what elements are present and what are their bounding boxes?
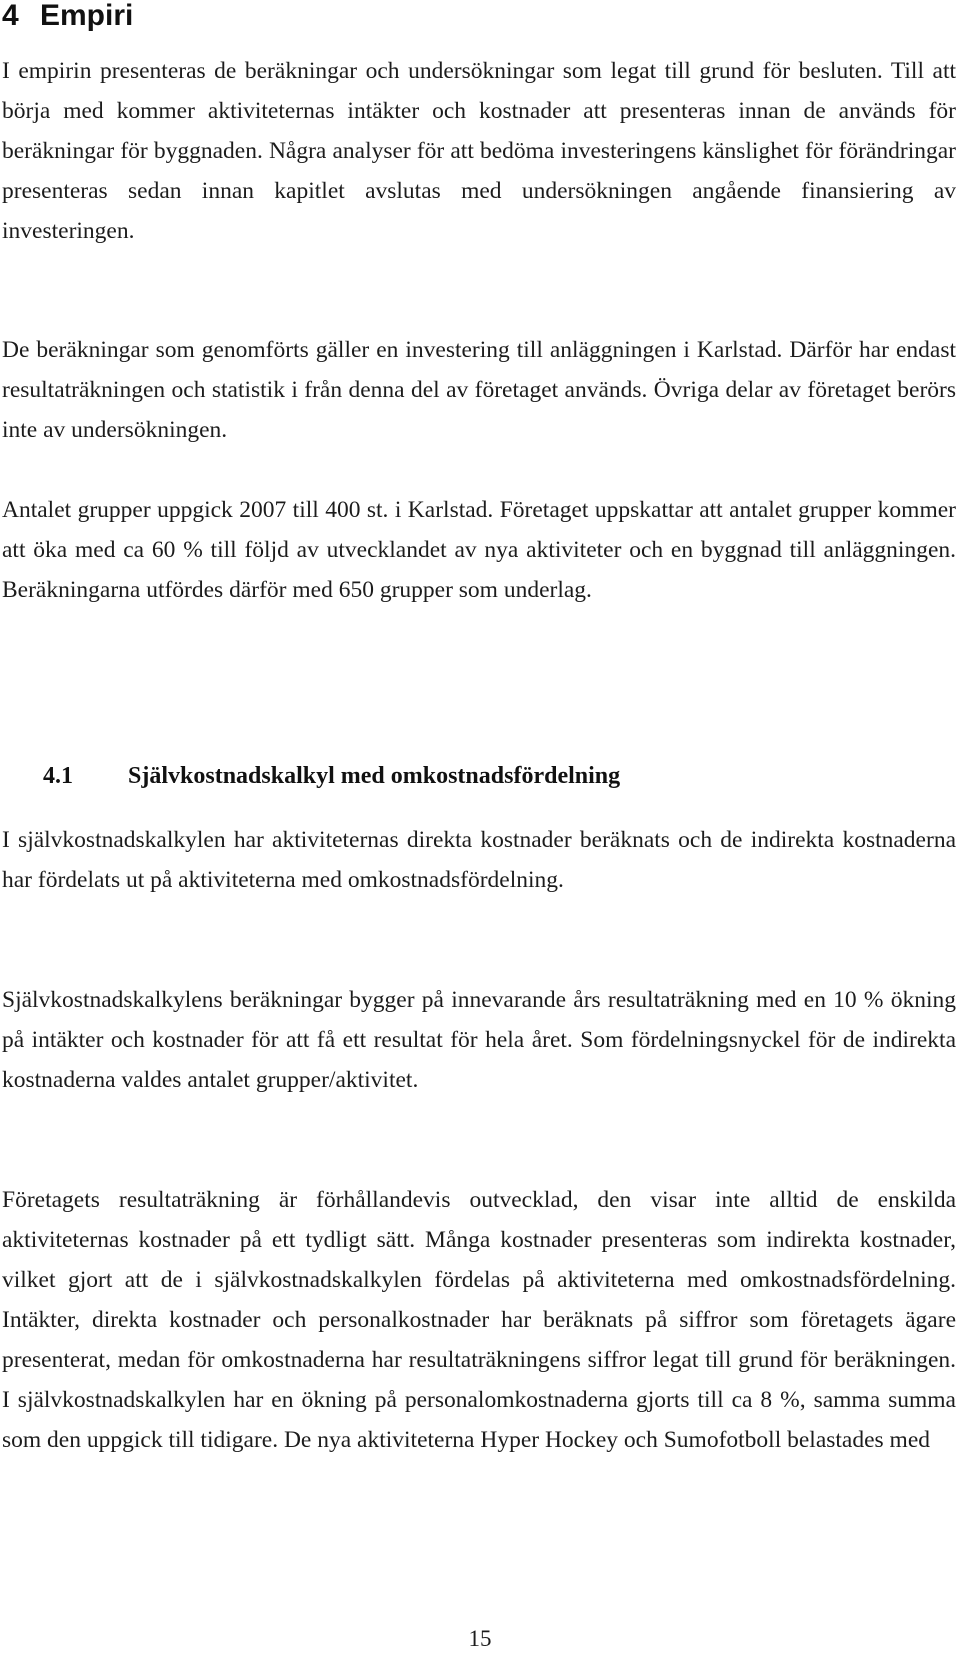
paragraph-groups: Antalet grupper uppgick 2007 till 400 st. i Karlstad. Företaget uppskattar att antalet grupper kommer att öka med ca 60 % till följd av utvecklandet av nya aktiviteter och en byggnad till anläggningen. Beräkningarna utfördes därför med 650 grupper som underlag. bbox=[2, 497, 956, 603]
paragraph-intro: I empirin presenteras de beräkningar och undersökningar som legat till grund för besluten. Till att börja med kommer aktiviteternas intäkter och kostnader att presenteras innan de används för beräkningar för byggnaden. Några analyser för att bedöma investeringens känslighet för förändringar presenteras sedan innan kapitlet avslutas med undersökningen angående finansiering av investeringen. bbox=[2, 58, 956, 244]
section-number: 4.1 bbox=[43, 763, 73, 789]
section-heading bbox=[43, 756, 620, 796]
chapter-title: Empiri bbox=[40, 0, 134, 32]
page-number: 15 bbox=[468, 1626, 492, 1651]
paragraph-income-statement: Företagets resultaträkning är förhållandevis outvecklad, den visar inte alltid de enskilda aktiviteternas kostnader på ett tydligt sätt. Många kostnader presenteras som indirekta kostnader, vilket gjort att de i självkostnadskalkylen fördelas på aktiviteterna med omkostnadsfördelning. Intäkter, direkta kostnader och personalkostnader har beräknats på siffror som företagets ägare presenterat, medan för omkostnaderna har resultaträkningens siffror legat till grund för beräkningen. I självkostnadskalkylen har en ökning på personalomkostnaderna gjorts till ca 8 %, samma summa som den uppgick till tidigare. De nya aktiviteterna Hyper Hockey och Sumofotboll belastades med bbox=[2, 1187, 956, 1453]
paragraph-cost-calculation: I självkostnadskalkylen har aktiviteternas direkta kostnader beräknats och de indirekta kostnaderna har fördelats ut på aktiviteterna med omkostnadsfördelning. bbox=[2, 827, 956, 893]
paragraph-allocation-key: Självkostnadskalkylens beräkningar bygger på innevarande års resultaträkning med en 10 % ökning på intäkter och kostnader för att få ett resultat för hela året. Som fördelningsnyckel för de indirekta kostnaderna valdes antalet grupper/aktivitet. bbox=[2, 987, 956, 1093]
section-title: Självkostnadskalkyl med omkostnadsfördelning bbox=[128, 763, 621, 789]
paragraph-scope: De beräkningar som genomförts gäller en investering till anläggningen i Karlstad. Därför har endast resultaträkningen och statistik i från denna del av företaget används. Övriga delar av företaget berörs inte av undersökningen. bbox=[2, 337, 956, 443]
chapter-number: 4 bbox=[2, 0, 19, 32]
chapter-heading bbox=[2, 0, 133, 36]
